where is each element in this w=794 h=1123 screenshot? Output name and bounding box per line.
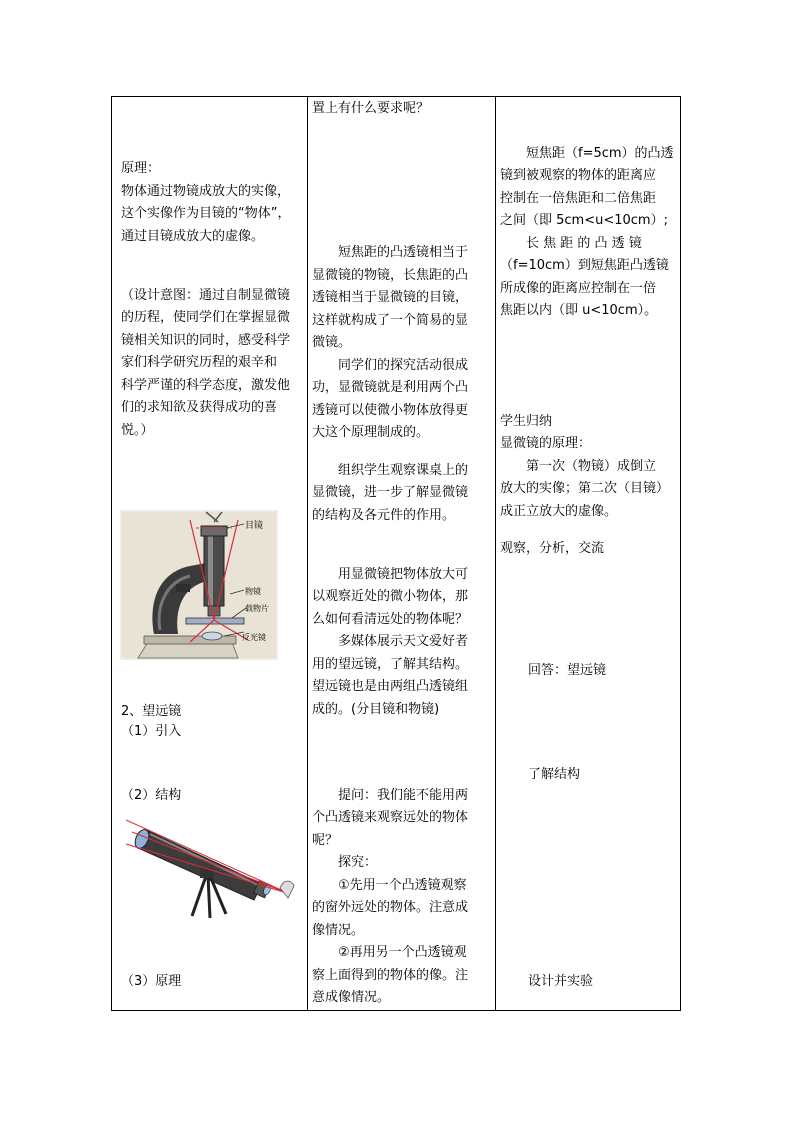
col2-p2-line-3: 透镜可以使微小物体放得更: [312, 403, 469, 418]
telescope-structure: （2）结构: [121, 788, 182, 803]
telescope-illustration: [122, 804, 300, 922]
column-divider-2: [495, 97, 496, 1010]
col2-p3-line-3: 的结构及各元件的作用。: [312, 508, 456, 523]
col2-p5-line-3: 呢？: [312, 833, 339, 848]
col2-p4-line-6: 望远镜也是由两组凸透镜组: [312, 679, 469, 694]
col3-p2-line-3: 第一次（物镜）成倒立: [526, 459, 657, 474]
col2-p3-line-1: 组织学生观察课桌上的: [338, 463, 469, 478]
design-intent-line-5: 科学严谨的科学态度，激发他: [121, 378, 291, 393]
col2-p1-line-4: 这样就构成了一个简易的显: [312, 313, 469, 328]
col2-p5-line-8: ②再用另一个凸透镜观: [338, 945, 467, 960]
col2-p4-line-1: 用显微镜把物体放大可: [338, 567, 469, 582]
design-intent-line-3: 镜相关知识的同时，感受科学: [121, 333, 291, 348]
column-divider-1: [307, 97, 308, 1010]
principle-line-1: 物体通过物镜成放大的实像，: [121, 184, 291, 199]
col2-p5-line-1: 提问：我们能不能用两: [338, 788, 469, 803]
col2-p1-line-5: 微镜。: [312, 335, 352, 350]
col2-p5-line-7: 像情况。: [312, 923, 365, 938]
col2-p2-line-4: 大这个原理制成的。: [312, 425, 430, 440]
objective-label: 物镜: [245, 587, 261, 596]
design-intent-line-6: 们的求知欲及获得成功的喜: [121, 400, 278, 415]
col2-p2-line-1: 同学们的探究活动很成: [338, 358, 469, 373]
col2-p5-line-6: 的窗外远处的物体。注意成: [312, 900, 469, 915]
principle-line-2: 这个实像作为目镜的“物体”，: [121, 206, 291, 221]
col2-p4-line-5: 用的望远镜，了解其结构。: [312, 657, 469, 672]
eyepiece-label: 目镜: [245, 521, 264, 531]
telescope-principle: （3）原理: [121, 974, 182, 989]
microscope-illustration: [120, 510, 278, 660]
principle-title: 原理：: [121, 161, 161, 176]
telescope-heading: 2、望远镜: [121, 704, 182, 719]
col3-p2-line-4: 放大的实像；第二次（目镜）: [500, 481, 670, 496]
mirror-label: 反光镜: [242, 633, 266, 642]
col2-p1-line-3: 透镜相当于显微镜的目镜，: [312, 290, 469, 305]
col3-p2-line-2: 显微镜的原理：: [500, 436, 592, 451]
col2-top-line: 置上有什么要求呢？: [312, 101, 430, 116]
col2-p3-line-2: 显微镜，进一步了解显微镜: [312, 485, 469, 500]
col2-p5-line-4: 探究：: [338, 855, 378, 870]
col2-p4-line-7: 成的。(分目镜和物镜): [312, 702, 440, 717]
principle-line-3: 通过目镜成放大的虚像。: [121, 229, 265, 244]
col2-p1-line-2: 显微镜的物镜，长焦距的凸: [312, 268, 469, 283]
col3-answer: 回答：望远镜: [528, 663, 607, 678]
col3-p1-line-2: 镜到被观察的物体的距离应: [500, 168, 657, 183]
col3-p1-line-5: 长 焦 距 的 凸 透 镜: [526, 236, 642, 251]
col3-p2-line-5: 成正立放大的虚像。: [500, 504, 618, 519]
col3-p1-line-8: 焦距以内（即 u<10cm）。: [500, 303, 658, 318]
col3-p1-line-4: 之间（即 5cm<u<10cm）;: [500, 213, 668, 228]
col2-p5-line-5: ①先用一个凸透镜观察: [338, 878, 467, 893]
col3-learn: 了解结构: [528, 767, 581, 782]
design-intent-line-7: 悦。）: [121, 423, 154, 438]
col3-observe: 观察，分析，交流: [500, 541, 605, 556]
telescope-intro: （1）引入: [121, 724, 182, 739]
design-intent-line-4: 家们科学研究历程的艰辛和: [121, 355, 278, 370]
col2-p5-line-10: 意成像情况。: [312, 990, 391, 1005]
col2-p4-line-4: 多媒体展示天文爱好者: [338, 634, 469, 649]
col3-p2-line-1: 学生归纳: [500, 414, 553, 429]
col2-p5-line-9: 察上面得到的物体的像。注: [312, 968, 469, 983]
col3-p1-line-6: （f=10cm）到短焦距凸透镜: [500, 258, 669, 273]
design-intent-line-2: 的历程，使同学们在掌握显微: [121, 310, 291, 325]
col2-p4-line-3: 么如何看清远处的物体呢？: [312, 612, 469, 627]
col2-p1-line-1: 短焦距的凸透镜相当于: [338, 245, 469, 260]
col3-design: 设计并实验: [528, 974, 594, 989]
col3-p1-line-3: 控制在一倍焦距和二倍焦距: [500, 191, 657, 206]
col2-p2-line-2: 功，显微镜就是利用两个凸: [312, 380, 469, 395]
stage-label: 载物片: [245, 604, 269, 613]
design-intent-line-1: （设计意图：通过自制显微镜: [121, 288, 291, 303]
col2-p5-line-2: 个凸透镜来观察远处的物体: [312, 810, 469, 825]
col3-p1-line-7: 所成像的距离应控制在一倍: [500, 281, 657, 296]
col2-p4-line-2: 以观察近处的微小物体，那: [312, 589, 469, 604]
col3-p1-line-1: 短焦距（f=5cm）的凸透: [526, 146, 674, 161]
